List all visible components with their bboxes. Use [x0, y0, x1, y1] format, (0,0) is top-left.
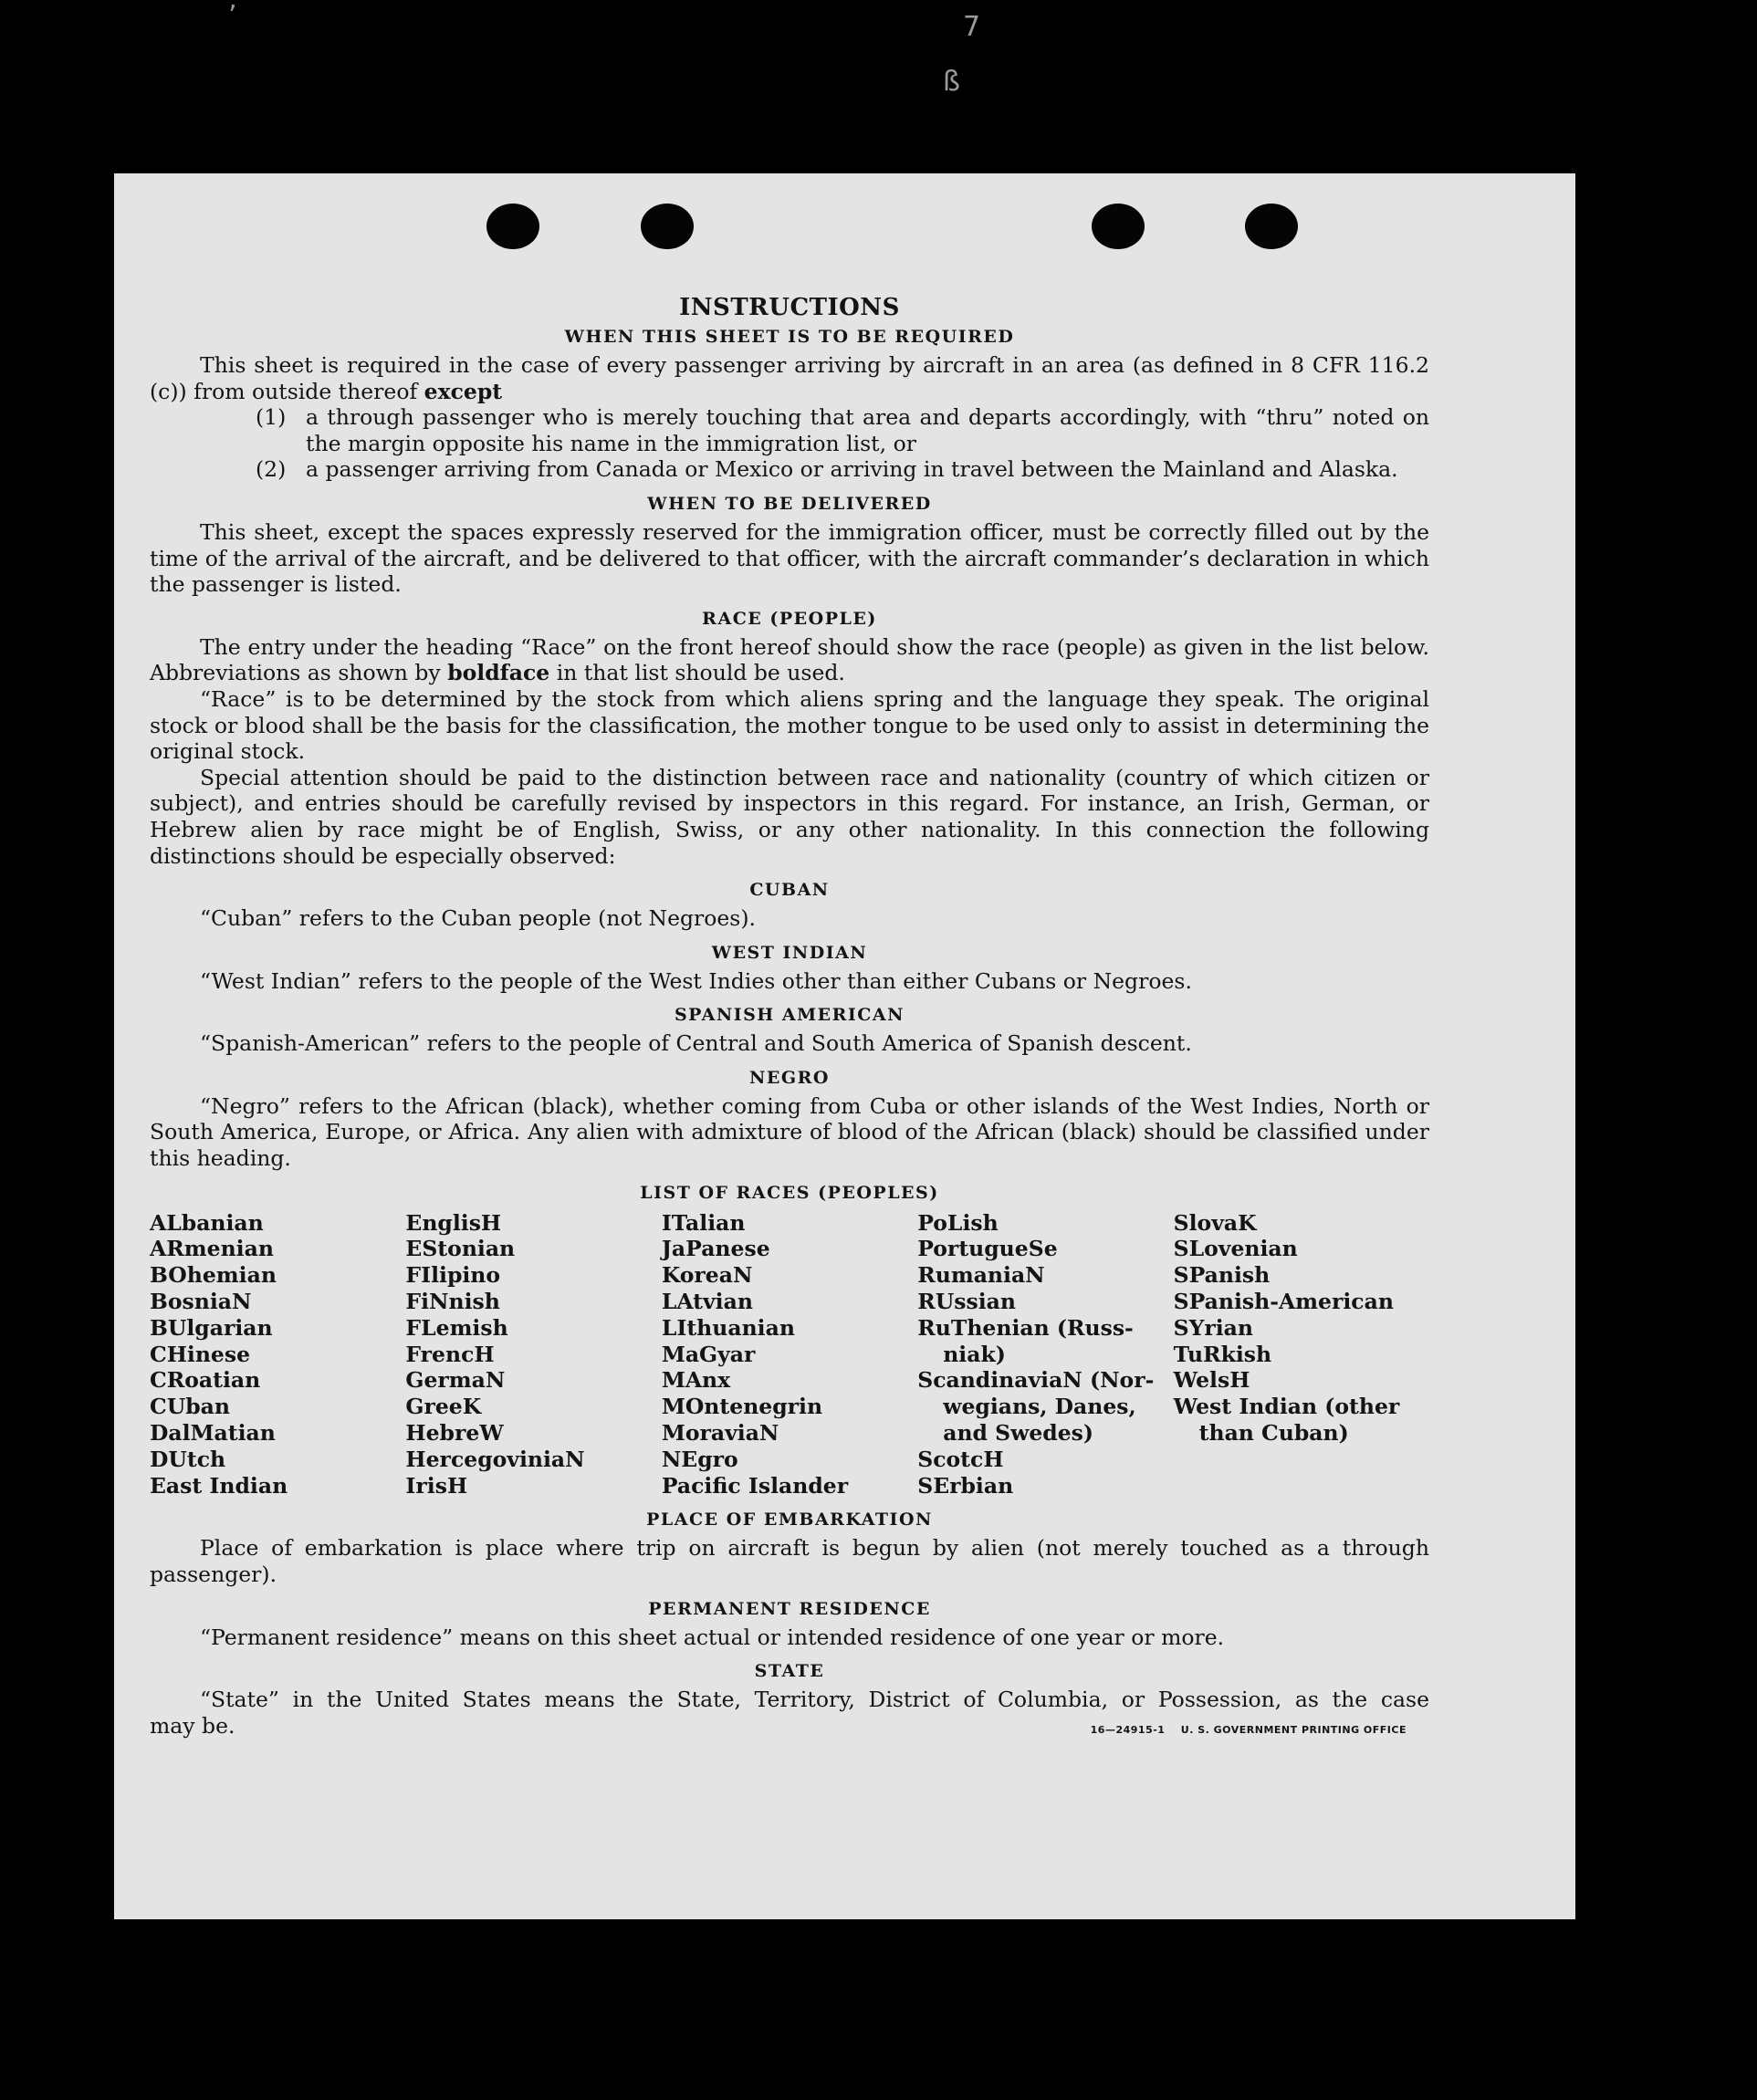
race-paragraph: “Race” is to be determined by the stock from which aliens spring and the language they speak. The original stock or blood shall be the basis for the classification, the mother tongue to be used only to assist in determining the original stock. [150, 685, 1429, 765]
race-entry: PoLish [917, 1209, 999, 1236]
heading-when-required: WHEN THIS SHEET IS TO BE REQUIRED [564, 327, 1015, 347]
race-entry: Pacific Islander [661, 1472, 849, 1499]
embarkation-text: Place of embarkation is place where trip on aircraft is begun by alien (not merely touched as a through passenger). [150, 1535, 1429, 1588]
race-entry: niak) [943, 1341, 1006, 1367]
race-entry: ScandinaviaN (Nor- [917, 1367, 1155, 1394]
heading-west-indian: WEST INDIAN [711, 942, 868, 963]
race-entry: MaGyar [661, 1341, 756, 1367]
race-entry: CRoatian [150, 1367, 261, 1394]
cuban-text: “Cuban” refers to the Cuban people (not Negroes). [200, 905, 757, 932]
stray-mark: 7 [963, 11, 981, 43]
race-entry: DalMatian [150, 1420, 276, 1447]
race-entry: ARmenian [150, 1236, 274, 1262]
race-entry: RumaniaN [917, 1262, 1045, 1289]
race-entry: NEgro [661, 1446, 738, 1472]
race-entry: EStonian [405, 1236, 516, 1262]
race-entry: HercegoviniaN [405, 1446, 585, 1472]
exception-item: (2) a passenger arriving from Canada or Mexico or arriving in travel between the Mainland and Alaska. [256, 456, 1398, 483]
race-entry: EnglisH [405, 1209, 502, 1236]
race-entry: HebreW [405, 1420, 504, 1447]
punch-hole [1245, 204, 1298, 249]
race-entry: FIlipino [405, 1262, 501, 1289]
page-title: INSTRUCTIONS [679, 294, 900, 321]
race-paragraph: Special attention should be paid to the distinction between race and nationality (country of which citizen or subject), and entries should be carefully revised by inspectors in this regard. For instance, an Irish, German, or Hebrew alien by race might be of English, Swiss, or any other nationality. In this connection the following distinctions should be especially observed: [150, 764, 1429, 869]
race-entry: WelsH [1173, 1367, 1250, 1394]
race-entry: RuThenian (Russ- [917, 1314, 1134, 1341]
heading-when-delivered: WHEN TO BE DELIVERED [647, 493, 932, 514]
negro-text: “Negro” refers to the African (black), whether coming from Cuba or other islands of the West Indies, North or South America, Europe, or Africa. Any alien with admixture of blood of the African (black) should be classified under this heading. [150, 1092, 1429, 1172]
race-entry: BosniaN [150, 1289, 252, 1315]
race-column [917, 1210, 1173, 1499]
required-intro: This sheet is required in the case of every passenger arriving by aircraft in an area (as defined in 8 CFR 116.2 (c)) from outside thereof except [150, 352, 1429, 404]
race-entry: TuRkish [1173, 1341, 1272, 1367]
race-entry: LIthuanian [661, 1314, 795, 1341]
west-indian-text: “West Indian” refers to the people of the West Indies other than either Cubans or Negroes. [200, 967, 1192, 994]
race-entry: CHinese [150, 1341, 251, 1367]
race-entry: IrisH [405, 1472, 468, 1499]
race-entry: SErbian [917, 1472, 1014, 1499]
state-text-end: may be. [150, 1712, 235, 1739]
race-entry: SPanish-American [1173, 1289, 1394, 1315]
race-entry: East Indian [150, 1472, 288, 1499]
race-entry: wegians, Danes, [943, 1394, 1136, 1420]
race-column [150, 1210, 405, 1499]
race-entry: BUlgarian [150, 1314, 273, 1341]
race-entry: MoraviaN [661, 1420, 779, 1447]
state-text: “State” in the United States means the State, Territory, District of Columbia, or Possession, as the case [200, 1687, 1429, 1713]
heading-cuban: CUBAN [749, 880, 830, 901]
race-list [150, 1210, 1429, 1499]
heading-spanish-american: SPANISH AMERICAN [674, 1005, 905, 1026]
race-entry: KoreaN [661, 1262, 753, 1289]
heading-negro: NEGRO [749, 1067, 830, 1088]
residence-text: “Permanent residence” means on this sheet actual or intended residence of one year or more. [200, 1624, 1225, 1650]
delivered-text: This sheet, except the spaces expressly reserved for the immigration officer, must be correctly filled out by the time of the arrival of the aircraft, and be delivered to that officer, with the aircraft commander’s declaration in which the passenger is listed. [150, 518, 1429, 598]
race-entry: MAnx [661, 1367, 731, 1394]
race-entry: CUban [150, 1394, 230, 1420]
race-entry: JaPanese [661, 1236, 770, 1262]
race-entry: SLovenian [1173, 1236, 1298, 1262]
race-paragraph: The entry under the heading “Race” on the front hereof should show the race (people) as given in the list below. Abbreviations as shown by boldface in that list should be used. [150, 633, 1429, 686]
race-entry: LAtvian [661, 1289, 753, 1315]
heading-list-of-races: LIST OF RACES (PEOPLES) [640, 1182, 939, 1203]
race-entry: FLemish [405, 1314, 508, 1341]
heading-embarkation: PLACE OF EMBARKATION [646, 1510, 933, 1531]
heading-residence: PERMANENT RESIDENCE [648, 1598, 931, 1619]
race-entry: RUssian [917, 1289, 1016, 1315]
stray-mark: ʼ [228, 0, 237, 32]
spanish-american-text: “Spanish-American” refers to the people of Central and South America of Spanish descent. [200, 1030, 1192, 1057]
race-entry: GreeK [405, 1394, 482, 1420]
exception-item: (1) a through passenger who is merely touching that area and departs accordingly, with “thru” noted on the margin opposite his name in the immigration list, or [256, 404, 1429, 456]
heading-race: RACE (PEOPLE) [702, 608, 877, 629]
race-entry: DUtch [150, 1446, 226, 1472]
race-entry: ALbanian [150, 1209, 264, 1236]
heading-state: STATE [754, 1661, 825, 1682]
race-entry: than Cuban) [1198, 1420, 1349, 1447]
race-entry: SPanish [1173, 1262, 1271, 1289]
race-entry: SlovaK [1173, 1209, 1257, 1236]
race-entry: ScotcH [917, 1446, 1004, 1472]
printer-imprint: 16—24915-1 U. S. GOVERNMENT PRINTING OFFICE [1090, 1723, 1407, 1736]
footer [150, 1713, 1429, 1740]
race-entry: West Indian (other [1173, 1394, 1400, 1420]
stray-mark: ß [943, 66, 960, 98]
instructions-content [150, 290, 1429, 1739]
race-column [405, 1210, 661, 1499]
race-entry: ITalian [661, 1209, 746, 1236]
race-entry: SYrian [1173, 1314, 1253, 1341]
punch-hole [486, 204, 539, 249]
race-entry: BOhemian [150, 1262, 277, 1289]
punch-hole [1092, 204, 1145, 249]
punch-hole [641, 204, 694, 249]
race-entry: PortugueSe [917, 1236, 1058, 1262]
race-entry: FiNnish [405, 1289, 500, 1315]
race-column [1174, 1210, 1429, 1499]
race-entry: FrencH [405, 1341, 495, 1367]
race-entry: MOntenegrin [661, 1394, 823, 1420]
race-column [662, 1210, 917, 1499]
race-entry: GermaN [405, 1367, 506, 1394]
race-entry: and Swedes) [943, 1420, 1094, 1447]
